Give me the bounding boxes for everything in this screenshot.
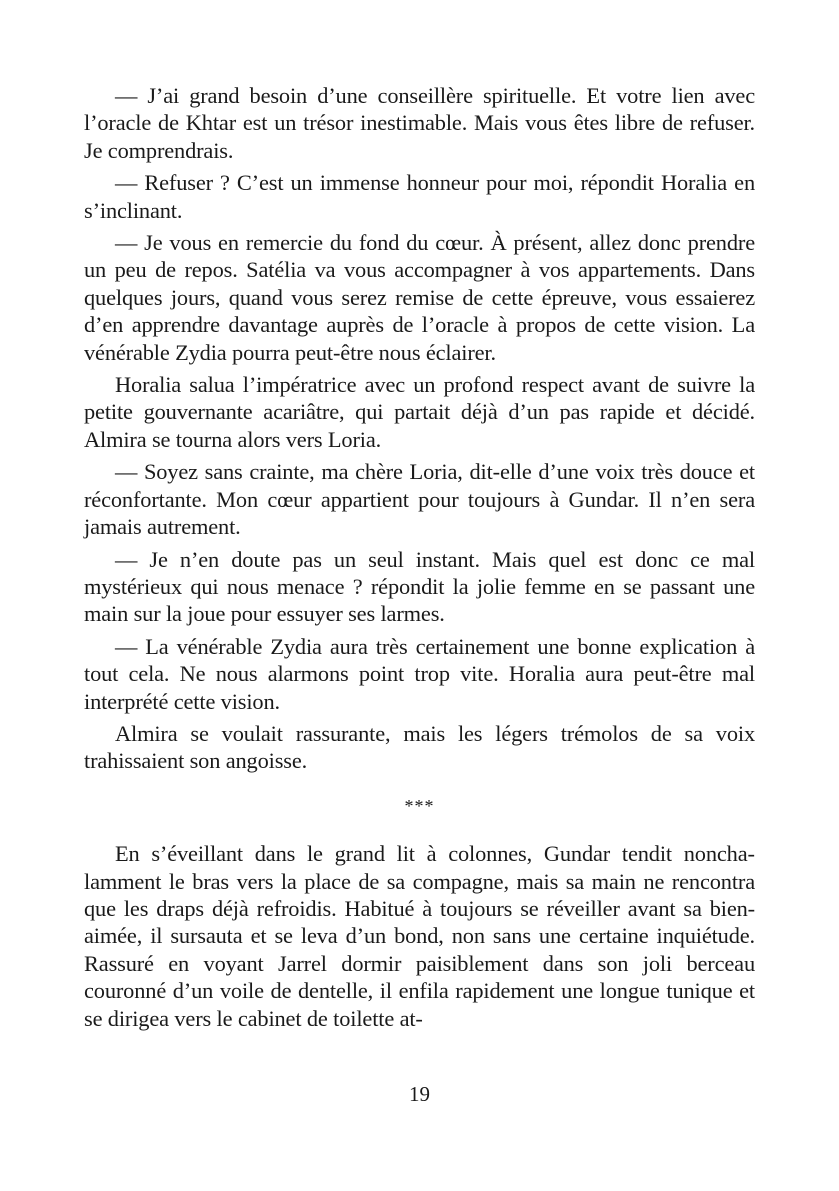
paragraph-3: — Je vous en remercie du fond du cœur. À présent, allez donc prendre un peu de repos. Satélia va vous accompagner à vos appartements. Dans quelques jours, quand vous serez remise de cette épreuve, vous essaierez d’en apprendre davantage auprès de l’oracle à propos de cette vision. La vénérable Zydia pourra peut-être nous éclairer. (84, 230, 755, 365)
paragraph-1: — J’ai grand besoin d’une conseillère spirituelle. Et votre lien avec l’oracle de Khtar est un trésor inestimable. Mais vous êtes libre de refuser. Je comprendrais. (84, 83, 755, 163)
paragraph-2: — Refuser ? C’est un immense honneur pour moi, répondit Horalia en s’inclinant. (84, 170, 755, 223)
paragraph-8: Almira se voulait rassurante, mais les légers trémolos de sa voix trahissaient son angoisse. (84, 720, 755, 774)
page-number: 19 (409, 1082, 430, 1106)
paragraph-9: En s’éveillant dans le grand lit à colonnes, Gundar tendit nonchalamment le bras vers la place de sa compagne, mais sa main ne rencontra que les draps déjà refroidis. Habitué à toujours se réveiller avant sa bien-aimée, il sursauta et se leva d’un bond, non sans une certaine inquiétude. Rassuré en voyant Jarrel dormir paisiblement dans son joli berceau couronné d’un voile de dentelle, il enfila rapidement une longue tunique et se dirigea vers le cabinet de toilette at- (84, 841, 755, 1031)
paragraph-4: Horalia salua l’impératrice avec un profond respect avant de suivre la petite gouvernante acariâtre, qui partait déjà d’un pas rapide et décidé. Almira se tourna alors vers Loria. (84, 372, 755, 452)
scene-separator: *** (404, 795, 435, 816)
paragraph-5: — Soyez sans crainte, ma chère Loria, dit-elle d’une voix très douce et réconfortante. Mon cœur appartient pour toujours à Gundar. Il n’en sera jamais autrement. (84, 459, 755, 540)
body-text (84, 82, 755, 1037)
paragraph-6: — Je n’en doute pas un seul instant. Mais quel est donc ce mal mystérieux qui nous menace ? répondit la jolie femme en se passant une main sur la joue pour essuyer ses larmes. (84, 546, 755, 627)
paragraph-7: — La vénérable Zydia aura très certainement une bonne explication à tout cela. Ne nous alarmons point trop vite. Horalia aura peut-être mal interprété cette vision. (84, 633, 755, 714)
